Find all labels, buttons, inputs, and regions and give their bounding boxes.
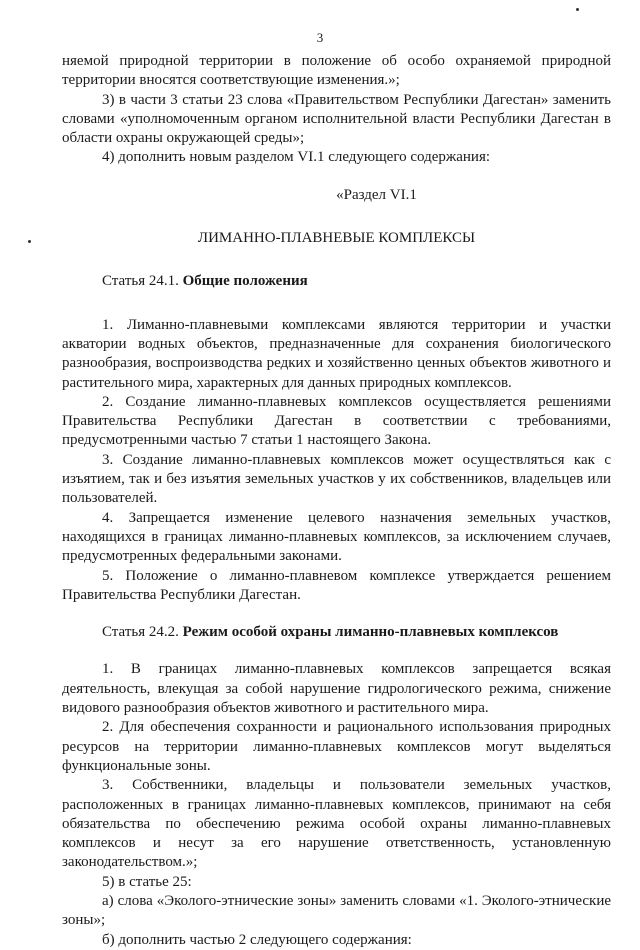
document-body (62, 52, 611, 950)
paragraph: няемой природной территории в положение об особо охраняемой природной территории вносятся соответствующие изменения.»; (62, 53, 611, 89)
paragraph: 3. Создание лиманно-плавневых комплексов может осуществляться как с изъятием, так и без изъятия земельных участков у их собственников, владельцев или пользователей. (62, 451, 611, 507)
paragraph: 3. Собственники, владельцы и пользователи земельных участков, расположенных в границах лиманно-плавневых комплексов, принимают на себя обязательства по обеспечению режима особой охраны лиманно-плавневых комплексов и несут за его нарушение ответственность, установленную законодательством.»; (62, 777, 611, 871)
article-title: Общие положения (182, 273, 308, 290)
section-title: ЛИМАННО-ПЛАВНЕВЫЕ КОМПЛЕКСЫ (197, 230, 476, 247)
paragraph: 2. Создание лиманно-плавневых комплексов осуществляется решениями Правительства Республики Дагестан в соответствии с требованиями, предусмотренными частью 7 статьи 1 настоящего Закона. (62, 393, 611, 449)
section-heading: «Раздел VI.1 (336, 186, 417, 203)
scan-dot (576, 8, 579, 11)
paragraph: 1. Лиманно-плавневыми комплексами являются территории и участки акватории водных объектов, предназначенные для сохранения биологического разнообразия, воспроизводства редких и хозяйственно ценных объектов животного и растительного мира, характерных для данных природных комплексов. (62, 316, 611, 391)
paragraph: 4. Запрещается изменение целевого назначения земельных участков, находящихся в границах лиманно-плавневых комплексов, за исключением случаев, предусмотренных федеральными законами. (62, 509, 611, 565)
paragraph: 2. Для обеспечения сохранности и рационального использования природных ресурсов на территории лиманно-плавневых комплексов могут выделяться функциональные зоны. (62, 719, 611, 774)
paragraph: 3) в части 3 статьи 23 слова «Правительством Республики Дагестан» заменить словами «уполномоченным органом исполнительной власти Республики Дагестан в области охраны окружающей среды»; (62, 91, 611, 147)
article-number: Статья 24.1. (102, 273, 183, 290)
article-number: Статья 24.2. (102, 624, 183, 641)
article-heading (62, 623, 611, 642)
article-heading (62, 272, 611, 291)
article-title: Режим особой охраны лиманно-плавневых комплексов (182, 624, 559, 641)
paragraph: 5. Положение о лиманно-плавневом комплексе утверждается решением Правительства Республики Дагестан. (62, 567, 611, 603)
paragraph: б) дополнить частью 2 следующего содержания: (102, 931, 412, 948)
scan-dot (28, 240, 31, 243)
paragraph: 4) дополнить новым разделом VI.1 следующего содержания: (102, 149, 491, 166)
paragraph: 1. В границах лиманно-плавневых комплексов запрещается всякая деятельность, влекущая за собой нарушение гидрологического режима, снижение видового разнообразия объектов животного и растительного мира. (62, 661, 611, 717)
page-number: 3 (316, 30, 324, 45)
paragraph: 5) в статье 25: (102, 873, 192, 890)
paragraph: а) слова «Эколого-этнические зоны» заменить словами «1. Эколого-этнические зоны»; (62, 892, 611, 929)
